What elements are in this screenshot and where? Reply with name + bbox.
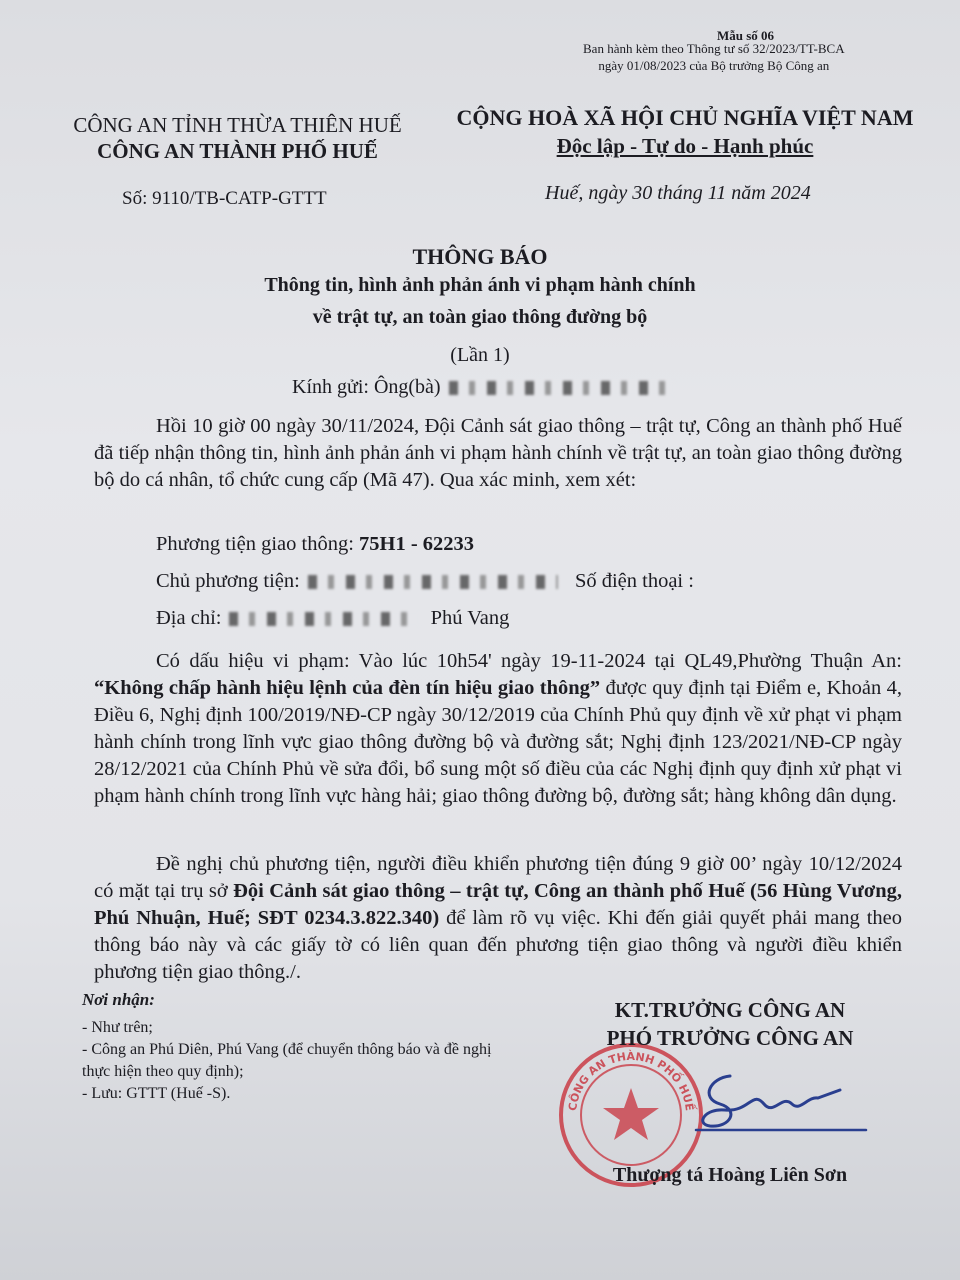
agency-parent: CÔNG AN TỈNH THỪA THIÊN HUẾ <box>73 113 402 137</box>
address-district: Phú Vang <box>430 607 510 629</box>
document-title: THÔNG BÁO <box>412 244 548 269</box>
signer-title-1: KT.TRƯỞNG CÔNG AN <box>614 998 846 1022</box>
agency-name: CÔNG AN THÀNH PHỐ HUẾ <box>97 139 378 163</box>
address-label: Địa chỉ: <box>156 607 222 629</box>
document-subtitle-line2: về trật tự, an toàn giao thông đường bộ <box>312 306 648 328</box>
document-date: Huế, ngày 30 tháng 11 năm 2024 <box>545 182 811 204</box>
violation-text-a: Có dấu hiệu vi phạm: Vào lúc 10h54' ngày 19-11-2024 tại QL49,Phường Thuận An: <box>156 650 902 672</box>
seal-text: CÔNG AN THÀNH PHỐ HUẾ <box>566 1049 696 1112</box>
nation-name: CỘNG HOÀ XÃ HỘI CHỦ NGHĨA VIỆT NAM <box>456 105 914 130</box>
vehicle-plate: 75H1 - 62233 <box>359 533 475 555</box>
recipient-item: - Công an Phú Diên, Phú Vang (để chuyển thông báo và đề nghị thực hiện theo quy định); <box>82 1041 492 1080</box>
notice-round: (Lần 1) <box>450 344 510 366</box>
national-heading <box>445 104 925 160</box>
paragraph-violation <box>94 648 902 810</box>
address-field <box>156 607 509 630</box>
redacted-owner <box>308 575 558 589</box>
paragraph-request <box>94 851 902 986</box>
signer-name: Thượng tá Hoàng Liên Sơn <box>612 1164 848 1186</box>
handwritten-signature-icon <box>690 1068 870 1138</box>
vehicle-label: Phương tiện giao thông: <box>156 533 360 555</box>
owner-field <box>156 570 694 593</box>
document-subtitle-line1: Thông tin, hình ảnh phản ánh vi phạm hành chính <box>264 274 696 296</box>
phone-label: Số điện thoại : <box>574 570 694 592</box>
recipient-item: - Lưu: GTTT (Huế -S). <box>82 1085 231 1102</box>
request-text-b: để làm rõ vụ việc. Khi đến giải quyết phải mang theo thông báo này và các giấy tờ có liên quan đến phương tiện giao thông và người điều khiển phương tiện giao thông./. <box>94 907 902 983</box>
vehicle-field <box>156 533 474 556</box>
owner-label: Chủ phương tiện: <box>156 570 300 592</box>
violation-text-b: được quy định tại Điểm e, Khoản 4, Điều 6, Nghị định 100/2019/NĐ-CP ngày 30/12/2019 của Chính Phủ quy định về xử phạt vi phạm hành chính trong lĩnh vực giao thông đường bộ và đường sắt; Nghị định 123/2021/NĐ-CP ngày 28/12/2021 của Chính Phủ về sửa đổi, bổ sung một số điều của các Nghị định quy định xử phạt vi phạm hành chính trong lĩnh vực hàng hải; giao thông đường bộ, đường sắt; hàng không dân dụng. <box>94 677 902 807</box>
recipients-list <box>82 1017 512 1105</box>
form-issued-note <box>583 40 845 74</box>
national-motto: Độc lập - Tự do - Hạnh phúc <box>556 134 814 158</box>
request-location: Đội Cảnh sát giao thông – trật tự, Công an thành phố Huế (56 Hùng Vương, Phú Nhuận, Huế; SĐT 0234.3.822.340) <box>94 880 902 929</box>
recipient-item: - Như trên; <box>82 1019 153 1036</box>
redacted-name <box>449 381 674 395</box>
request-text-a: Đề nghị chủ phương tiện, người điều khiển phương tiện đúng 9 giờ 00’ ngày 10/12/2024 có mặt tại trụ sở <box>94 853 902 902</box>
redacted-address <box>229 612 419 626</box>
signer-title-2: PHÓ TRƯỞNG CÔNG AN <box>606 1026 854 1050</box>
document-number: Số: 9110/TB-CATP-GTTT <box>122 188 327 209</box>
issuing-agency <box>60 112 415 164</box>
form-issued-line2: ngày 01/08/2023 của Bộ trưởng Bộ Công an <box>598 58 830 73</box>
salutation-label: Kính gửi: Ông(bà) <box>292 376 441 398</box>
salutation <box>292 376 674 399</box>
paragraph-intro: Hồi 10 giờ 00 ngày 30/11/2024, Đội Cảnh sát giao thông – trật tự, Công an thành phố Huế đã tiếp nhận thông tin, hình ảnh phản ánh vi phạm hành chính về trật tự, an toàn giao thông đường bộ do cá nhân, tổ chức cung cấp (Mã 47). Qua xác minh, xem xét: <box>94 415 902 491</box>
form-issued-line1: Ban hành kèm theo Thông tư số 32/2023/TT-BCA <box>583 41 845 56</box>
form-number: Mẫu số 06 <box>716 28 774 43</box>
violation-name: “Không chấp hành hiệu lệnh của đèn tín hiệu giao thông” <box>94 677 601 699</box>
recipients-heading: Nơi nhận: <box>82 990 155 1009</box>
